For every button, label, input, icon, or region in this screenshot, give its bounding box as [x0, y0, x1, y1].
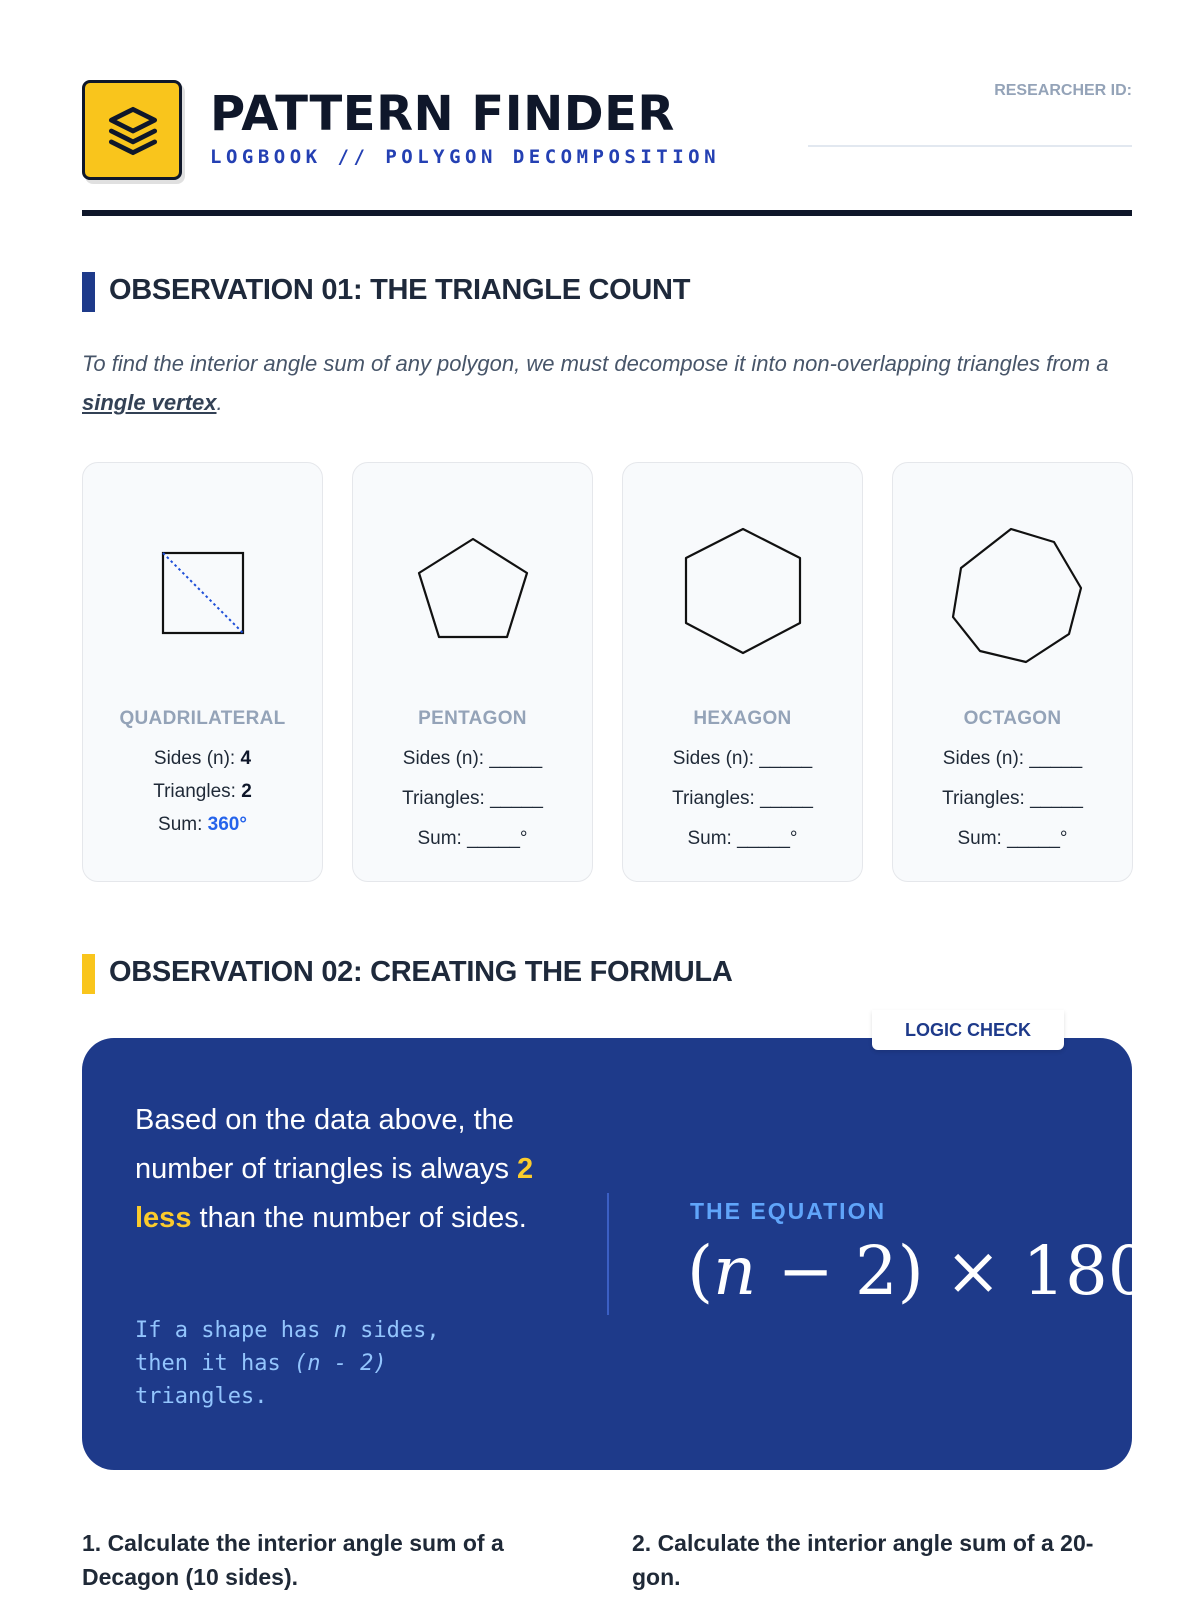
hint-text-c: triangles.: [135, 1384, 268, 1409]
triangles-row[interactable]: [353, 788, 592, 810]
researcher-id-field[interactable]: [808, 145, 1132, 147]
explanation-text-a: Based on the data above, the number of triangles is always: [135, 1104, 517, 1185]
card-title: OCTAGON: [963, 708, 1062, 729]
octagon-diagram: [943, 523, 1083, 663]
sum-blank[interactable]: _____°: [467, 828, 528, 849]
sum-row[interactable]: [353, 828, 592, 850]
sides-value: 4: [240, 748, 252, 769]
sum-blank[interactable]: _____°: [1007, 828, 1068, 849]
section-accent-bar: [82, 954, 95, 994]
section-title: OBSERVATION 02: CREATING THE FORMULA: [109, 956, 733, 988]
panel-divider: [607, 1193, 609, 1315]
equation-rest: − 2) × 180°: [756, 1232, 1184, 1310]
formula-panel: [82, 1038, 1184, 1470]
polygon-cards: [82, 462, 1132, 882]
triangles-row[interactable]: [893, 788, 1132, 810]
card-quadrilateral: [82, 462, 323, 882]
explanation-highlight: 2 less: [135, 1153, 534, 1234]
sum-row[interactable]: [623, 828, 862, 850]
section-title: OBSERVATION 01: THE TRIANGLE COUNT: [109, 274, 691, 306]
intro-text-a: To find the interior angle sum of any polygon, we must decompose it into non-overlapping triangles from a: [82, 351, 1109, 376]
researcher-id-label: RESEARCHER ID:: [994, 82, 1132, 99]
sides-blank[interactable]: _____: [1029, 748, 1083, 769]
section-accent-bar: [82, 272, 95, 312]
intro-text-b: .: [216, 390, 223, 415]
card-octagon: [892, 462, 1133, 882]
card-title: QUADRILATERAL: [119, 708, 286, 729]
sum-blank[interactable]: _____°: [737, 828, 798, 849]
sum-label: Sum:: [687, 828, 732, 849]
pentagon-diagram: [403, 523, 543, 663]
sum-value: 360°: [207, 814, 247, 835]
sides-row[interactable]: [353, 748, 592, 770]
sides-row[interactable]: [623, 748, 862, 770]
triangles-label: Triangles:: [942, 788, 1025, 809]
equation: [687, 1232, 1184, 1310]
equation-label: THE EQUATION: [690, 1198, 887, 1224]
header-divider: [82, 210, 1132, 216]
triangles-row[interactable]: [623, 788, 862, 810]
sides-label: Sides (n):: [942, 748, 1025, 769]
intro-text: [82, 344, 1132, 422]
sides-row[interactable]: [893, 748, 1132, 770]
logo: [82, 80, 182, 180]
question-1: 1. Calculate the interior angle sum of a Decagon (10 sides).: [82, 1530, 504, 1590]
sum-label: Sum:: [158, 814, 203, 835]
header: [82, 80, 1132, 180]
square-diagram: [133, 523, 273, 663]
question-2: 2. Calculate the interior angle sum of a 20-gon.: [632, 1530, 1094, 1590]
sides-blank[interactable]: _____: [489, 748, 543, 769]
page-subtitle: LOGBOOK // POLYGON DECOMPOSITION: [210, 146, 721, 168]
card-title: HEXAGON: [693, 708, 792, 729]
triangles-value: 2: [241, 781, 252, 802]
sides-label: Sides (n):: [402, 748, 485, 769]
sides-label: Sides (n):: [153, 748, 236, 769]
hint-text-a: If a shape has: [135, 1318, 334, 1343]
logic-check-tab: LOGIC CHECK: [872, 1010, 1064, 1050]
hint-expression: (n - 2): [293, 1351, 387, 1376]
triangles-row: [83, 781, 322, 803]
equation-open-paren: (: [687, 1232, 714, 1310]
card-title: PENTAGON: [418, 708, 527, 729]
formula-explanation: [135, 1096, 555, 1243]
sides-blank[interactable]: _____: [759, 748, 813, 769]
triangles-blank[interactable]: _____: [1030, 788, 1083, 809]
sum-row: [83, 814, 322, 836]
sides-label: Sides (n):: [672, 748, 755, 769]
page-title: PATTERN FINDER: [210, 86, 675, 142]
triangles-label: Triangles:: [402, 788, 485, 809]
intro-emphasis: single vertex: [82, 390, 217, 415]
formula-hint: [135, 1314, 495, 1413]
sum-label: Sum:: [417, 828, 462, 849]
triangles-label: Triangles:: [153, 781, 236, 802]
hexagon-diagram: [673, 523, 813, 663]
layers-icon: [107, 105, 159, 157]
hint-variable: n: [333, 1318, 347, 1343]
card-hexagon: [622, 462, 863, 882]
triangles-label: Triangles:: [672, 788, 755, 809]
sides-row: [83, 748, 322, 770]
equation-variable: n: [713, 1232, 757, 1310]
triangles-blank[interactable]: _____: [490, 788, 543, 809]
hint-text-b: sides, then it has: [135, 1318, 440, 1376]
sum-label: Sum:: [957, 828, 1002, 849]
triangles-blank[interactable]: _____: [760, 788, 813, 809]
card-pentagon: [352, 462, 593, 882]
sum-row[interactable]: [893, 828, 1132, 850]
explanation-text-b: than the number of sides.: [191, 1202, 527, 1234]
